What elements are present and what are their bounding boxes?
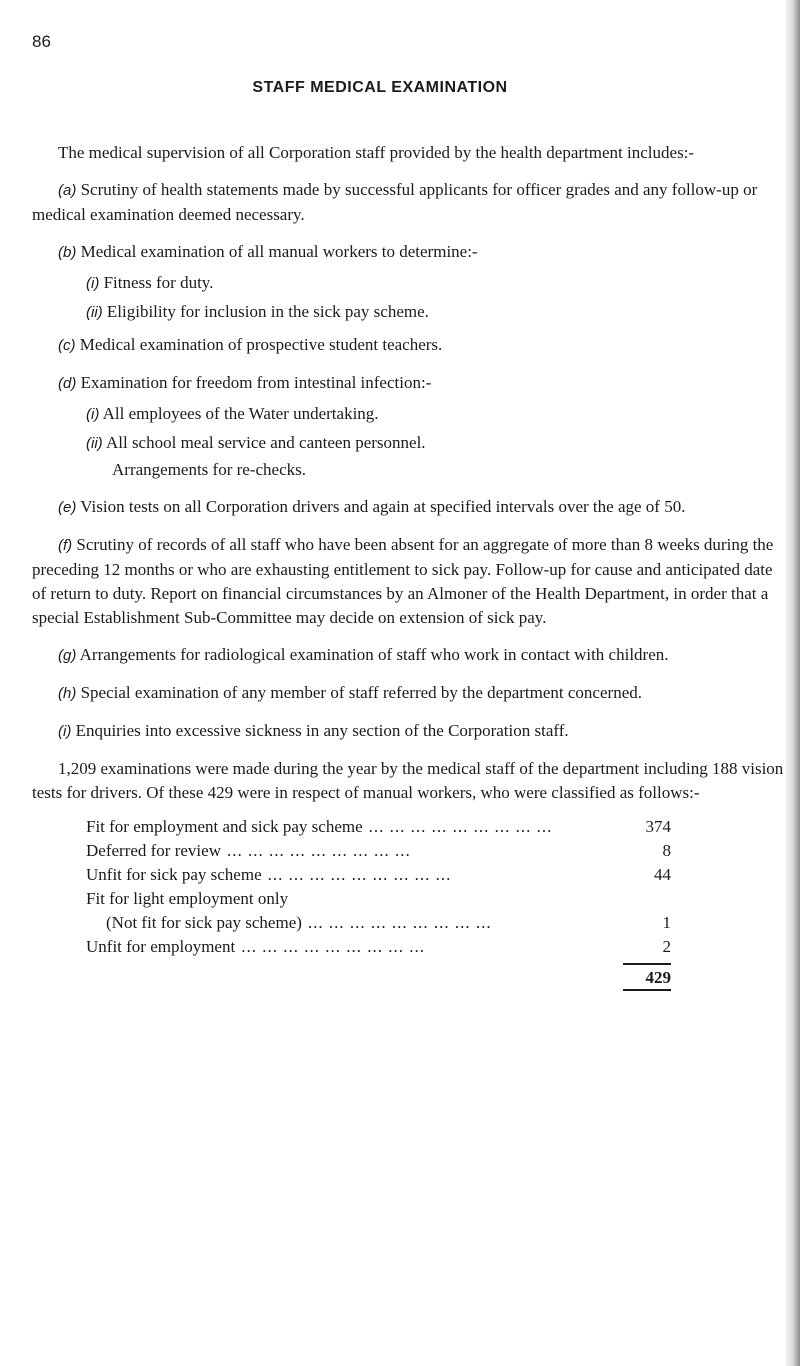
- item-h-text: Special examination of any member of staff referred by the department concerned.: [80, 683, 642, 702]
- item-i: [32, 719, 788, 744]
- item-a-letter: (a): [58, 182, 77, 199]
- item-b-sub-i: [86, 271, 788, 296]
- page-edge-shadow: [786, 0, 800, 1366]
- item-b-letter: (b): [58, 244, 77, 261]
- list-item: (Not fit for sick pay scheme) ... ... ... ... ... ... ... ... ... 1: [86, 911, 671, 935]
- item-f-text: Scrutiny of records of all staff who have been absent for an aggregate of more than 8 weeks during the preceding 12 months or who are exhausting entitlement to sick pay. Follow-up for cause and anticipated date of return to duty. Report on financial circumstances by an Almoner of the Health Department, in order that a special Establishment Sub-Committee may decide on extension of sick pay.: [32, 535, 774, 627]
- item-h: [32, 681, 788, 706]
- leader-dots: ... ... ... ... ... ... ... ... ...: [368, 817, 553, 836]
- leader-dots: ... ... ... ... ... ... ... ... ...: [226, 841, 411, 860]
- summary-paragraph: 1,209 examinations were made during the year by the medical staff of the department including 188 vision tests for drivers. Of these 429 were in respect of manual workers, who were classified as follows:-: [32, 759, 784, 802]
- document-body: [32, 141, 788, 991]
- item-d-sub-i-letter: (i): [86, 406, 100, 423]
- total-row: [86, 963, 671, 991]
- item-b-sub-i-text: Fitness for duty.: [103, 273, 214, 292]
- item-e-letter: (e): [58, 499, 77, 516]
- item-i-text: Enquiries into excessive sickness in any section of the Corporation staff.: [75, 721, 569, 740]
- item-b-sub-i-letter: (i): [86, 275, 100, 292]
- item-d-sub-ii-letter: (ii): [86, 435, 103, 452]
- item-a-text: Scrutiny of health statements made by successful applicants for officer grades and any follow-up or medical examination deemed necessary.: [32, 180, 758, 224]
- list-item: Deferred for review ... ... ... ... ... ... ... ... ... 8: [86, 839, 671, 863]
- total-value: 429: [623, 963, 671, 991]
- list-item: Fit for light employment only: [86, 889, 289, 908]
- page-number: 86: [32, 32, 51, 51]
- item-g: [32, 643, 788, 668]
- item-f-letter: (f): [58, 537, 73, 554]
- item-b-sub-ii-letter: (ii): [86, 304, 103, 321]
- item-d: [32, 371, 788, 396]
- item-c-text: Medical examination of prospective student teachers.: [79, 335, 443, 354]
- item-e: [32, 495, 788, 520]
- page-title: STAFF MEDICAL EXAMINATION: [252, 79, 508, 96]
- intro-paragraph: The medical supervision of all Corporation staff provided by the health department includes:-: [58, 143, 695, 162]
- leader-dots: ... ... ... ... ... ... ... ... ...: [241, 937, 425, 956]
- item-a: [32, 178, 788, 227]
- classification-list: [86, 815, 671, 991]
- list-item: Unfit for sick pay scheme ... ... ... ... ... ... ... ... ... 44: [86, 863, 671, 887]
- leader-dots: ... ... ... ... ... ... ... ... ...: [267, 865, 452, 884]
- item-d-sub-ii-text: All school meal service and canteen personnel.: [105, 433, 426, 452]
- list-item: Unfit for employment ... ... ... ... ... ... ... ... ... 2: [86, 935, 671, 959]
- item-d-text: Examination for freedom from intestinal infection:-: [80, 373, 432, 392]
- item-e-text: Vision tests on all Corporation drivers and again at specified intervals over the age of 50.: [80, 497, 686, 516]
- item-d-letter: (d): [58, 375, 77, 392]
- item-b-sub-ii: [86, 300, 788, 325]
- item-b: [32, 240, 788, 265]
- item-d-sub-i: [86, 402, 788, 427]
- item-b-text: Medical examination of all manual workers to determine:-: [80, 242, 478, 261]
- item-g-text: Arrangements for radiological examination of staff who work in contact with children.: [79, 645, 669, 664]
- item-h-letter: (h): [58, 685, 77, 702]
- item-d-sub-ii: [86, 431, 788, 456]
- item-i-letter: (i): [58, 723, 72, 740]
- list-item: Fit for employment and sick pay scheme ... ... ... ... ... ... ... ... ... 374: [86, 815, 671, 839]
- item-c-letter: (c): [58, 337, 76, 354]
- item-g-letter: (g): [58, 647, 77, 664]
- item-d-extra: Arrangements for re-checks.: [112, 460, 306, 479]
- item-c: [32, 333, 788, 358]
- item-d-sub-i-text: All employees of the Water undertaking.: [102, 404, 379, 423]
- item-b-sub-ii-text: Eligibility for inclusion in the sick pay scheme.: [106, 302, 429, 321]
- item-f: [32, 533, 788, 630]
- leader-dots: ... ... ... ... ... ... ... ... ...: [307, 913, 492, 932]
